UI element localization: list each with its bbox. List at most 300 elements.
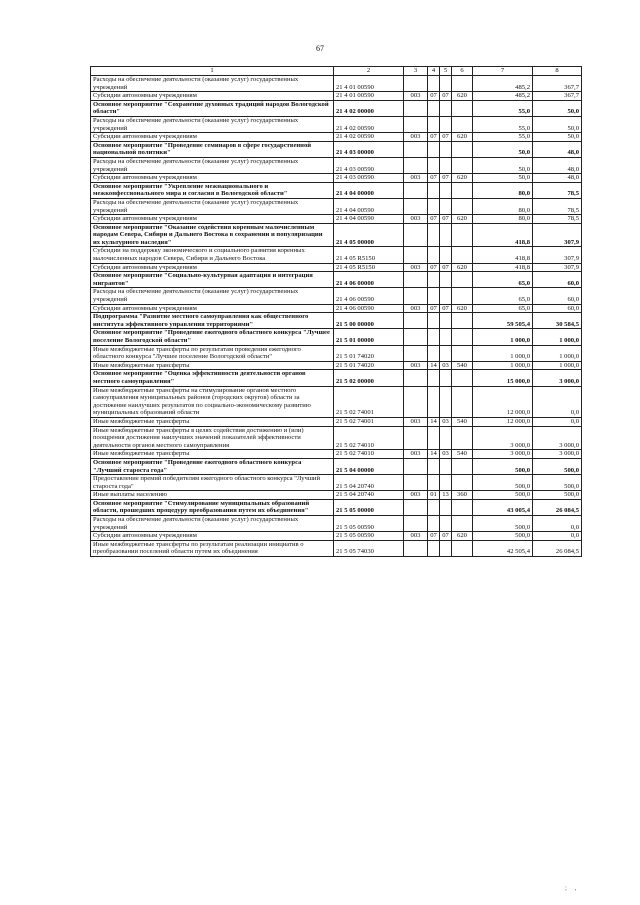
approved-amount: 500,0: [473, 458, 533, 474]
expense-type-code: [452, 386, 473, 417]
corner-mark: ; ,: [565, 884, 580, 892]
table-row: [91, 182, 582, 198]
executed-amount: 3 000,0: [533, 426, 582, 450]
subsection-code: 03: [440, 450, 452, 459]
approved-amount: 485,2: [473, 76, 533, 92]
row-name: Основное мероприятие "Проведение ежегодного областного конкурса "Лучший староста года": [91, 458, 334, 474]
row-name: Основное мероприятие "Проведение семинаров в сфере государственной национальной политики": [91, 141, 334, 157]
executed-amount: 60,0: [533, 288, 582, 304]
row-name: Иные выплаты населению: [91, 491, 334, 500]
section-code: [428, 100, 440, 116]
department-code: [404, 157, 428, 173]
subsection-code: 07: [440, 215, 452, 224]
subsection-code: 03: [440, 361, 452, 370]
table-row: [91, 157, 582, 173]
section-code: [428, 540, 440, 556]
executed-amount: 50,0: [533, 100, 582, 116]
expense-type-code: [452, 516, 473, 532]
subsection-code: [440, 182, 452, 198]
approved-amount: 55,0: [473, 116, 533, 132]
table-row: [91, 417, 582, 426]
header-cell: 6: [452, 67, 473, 76]
row-name: Иные межбюджетные трансферты: [91, 361, 334, 370]
section-code: [428, 76, 440, 92]
expense-type-code: 540: [452, 417, 473, 426]
subsection-code: [440, 223, 452, 247]
approved-amount: 418,8: [473, 223, 533, 247]
row-name: Субсидии автономным учреждениям: [91, 304, 334, 313]
expense-type-code: [452, 223, 473, 247]
executed-amount: 50,0: [533, 116, 582, 132]
expense-type-code: 620: [452, 215, 473, 224]
target-code: 21 5 02 74010: [334, 426, 404, 450]
section-code: 01: [428, 491, 440, 500]
header-cell: 4: [428, 67, 440, 76]
section-code: [428, 313, 440, 329]
expense-type-code: [452, 426, 473, 450]
row-name: Основное мероприятие "Сохранение духовных традиций народов Вологодской области": [91, 100, 334, 116]
table-row: [91, 174, 582, 183]
target-code: 21 5 04 00000: [334, 458, 404, 474]
approved-amount: 12 000,0: [473, 386, 533, 417]
approved-amount: 80,0: [473, 182, 533, 198]
subsection-code: [440, 516, 452, 532]
row-name: Субсидии автономным учреждениям: [91, 532, 334, 541]
department-code: [404, 116, 428, 132]
row-name: Субсидии автономным учреждениям: [91, 92, 334, 101]
table-row: [91, 386, 582, 417]
expense-type-code: 540: [452, 361, 473, 370]
approved-amount: 43 005,4: [473, 499, 533, 515]
page-number: 67: [316, 44, 324, 53]
row-name: Субсидии на поддержку экономического и социального развития коренных малочисленных народов Севера, Сибири и Дальнего Востока: [91, 247, 334, 263]
row-name: Расходы на обеспечение деятельности (оказание услуг) государственных учреждений: [91, 76, 334, 92]
expense-type-code: [452, 458, 473, 474]
table-row: [91, 345, 582, 361]
table-row: [91, 263, 582, 272]
table-row: [91, 223, 582, 247]
expense-type-code: [452, 345, 473, 361]
subsection-code: [440, 499, 452, 515]
table-row: [91, 288, 582, 304]
executed-amount: 48,0: [533, 157, 582, 173]
subsection-code: 07: [440, 92, 452, 101]
target-code: 21 4 01 00590: [334, 76, 404, 92]
expense-type-code: [452, 198, 473, 214]
table-row: [91, 272, 582, 288]
department-code: 003: [404, 450, 428, 459]
subsection-code: [440, 198, 452, 214]
approved-amount: 50,0: [473, 157, 533, 173]
row-name: Основное мероприятие "Стимулирование муниципальных образований области, прошедших процедуру преобразования путем их объединения": [91, 499, 334, 515]
row-name: Предоставление премий победителям ежегодного областного конкурса "Лучший староста года": [91, 475, 334, 491]
subsection-code: [440, 76, 452, 92]
target-code: 21 4 01 00590: [334, 92, 404, 101]
subsection-code: 07: [440, 174, 452, 183]
target-code: 21 4 04 00590: [334, 198, 404, 214]
approved-amount: 80,0: [473, 198, 533, 214]
target-code: 21 4 04 00000: [334, 182, 404, 198]
department-code: [404, 100, 428, 116]
executed-amount: 1 000,0: [533, 329, 582, 345]
target-code: 21 5 05 00590: [334, 532, 404, 541]
target-code: 21 4 05 R5150: [334, 263, 404, 272]
department-code: 003: [404, 417, 428, 426]
target-code: 21 4 05 R5150: [334, 247, 404, 263]
table-row: [91, 215, 582, 224]
table-row: [91, 76, 582, 92]
target-code: 21 4 02 00590: [334, 116, 404, 132]
header-cell: 7: [473, 67, 533, 76]
expense-type-code: 620: [452, 92, 473, 101]
department-code: [404, 458, 428, 474]
department-code: 003: [404, 491, 428, 500]
subsection-code: [440, 272, 452, 288]
section-code: 07: [428, 532, 440, 541]
executed-amount: 0,0: [533, 386, 582, 417]
target-code: 21 5 05 00590: [334, 516, 404, 532]
expense-type-code: [452, 157, 473, 173]
approved-amount: 500,0: [473, 475, 533, 491]
subsection-code: 07: [440, 532, 452, 541]
expense-type-code: 620: [452, 304, 473, 313]
expense-type-code: 620: [452, 532, 473, 541]
target-code: 21 5 05 00000: [334, 499, 404, 515]
executed-amount: 367,7: [533, 76, 582, 92]
department-code: 003: [404, 263, 428, 272]
executed-amount: 1 000,0: [533, 345, 582, 361]
target-code: 21 5 02 74001: [334, 417, 404, 426]
subsection-code: [440, 458, 452, 474]
executed-amount: 60,0: [533, 304, 582, 313]
table-row: [91, 313, 582, 329]
row-name: Субсидии автономным учреждениям: [91, 133, 334, 142]
approved-amount: 1 000,0: [473, 329, 533, 345]
header-row: [91, 67, 582, 76]
expense-type-code: [452, 475, 473, 491]
approved-amount: 500,0: [473, 516, 533, 532]
subsection-code: 13: [440, 491, 452, 500]
row-name: Субсидии автономным учреждениям: [91, 215, 334, 224]
department-code: [404, 370, 428, 386]
header-cell: 5: [440, 67, 452, 76]
target-code: 21 4 05 00000: [334, 223, 404, 247]
section-code: [428, 426, 440, 450]
target-code: 21 4 03 00590: [334, 157, 404, 173]
department-code: [404, 345, 428, 361]
table-row: [91, 92, 582, 101]
table-row: [91, 516, 582, 532]
target-code: 21 4 03 00590: [334, 174, 404, 183]
approved-amount: 65,0: [473, 272, 533, 288]
section-code: [428, 247, 440, 263]
approved-amount: 1 000,0: [473, 345, 533, 361]
executed-amount: 307,9: [533, 263, 582, 272]
row-name: Иные межбюджетные трансферты по результатам проведения ежегодного областного конкурса "Лучшее поселение Вологодской области": [91, 345, 334, 361]
expense-type-code: [452, 76, 473, 92]
expense-type-code: [452, 370, 473, 386]
approved-amount: 1 000,0: [473, 361, 533, 370]
section-code: [428, 475, 440, 491]
expense-type-code: [452, 247, 473, 263]
section-code: [428, 198, 440, 214]
department-code: [404, 198, 428, 214]
target-code: 21 4 06 00590: [334, 304, 404, 313]
expense-type-code: [452, 116, 473, 132]
subsection-code: 07: [440, 304, 452, 313]
section-code: [428, 116, 440, 132]
expense-type-code: 620: [452, 263, 473, 272]
subsection-code: [440, 386, 452, 417]
target-code: 21 5 00 00000: [334, 313, 404, 329]
subsection-code: [440, 247, 452, 263]
executed-amount: 3 000,0: [533, 450, 582, 459]
table-row: [91, 133, 582, 142]
executed-amount: 367,7: [533, 92, 582, 101]
approved-amount: 500,0: [473, 491, 533, 500]
department-code: 003: [404, 174, 428, 183]
table-body: [91, 76, 582, 557]
executed-amount: 500,0: [533, 491, 582, 500]
section-code: 14: [428, 361, 440, 370]
subsection-code: 03: [440, 417, 452, 426]
executed-amount: 307,9: [533, 247, 582, 263]
department-code: [404, 426, 428, 450]
target-code: 21 4 02 00590: [334, 133, 404, 142]
section-code: [428, 141, 440, 157]
target-code: 21 5 02 74001: [334, 386, 404, 417]
approved-amount: 3 000,0: [473, 426, 533, 450]
approved-amount: 485,2: [473, 92, 533, 101]
department-code: [404, 540, 428, 556]
approved-amount: 50,0: [473, 141, 533, 157]
row-name: Основное мероприятие "Оказание содействия коренным малочисленным народам Севера, Сибири и Дальнего Востока в сохранении и популяризации их культурного наследия": [91, 223, 334, 247]
department-code: [404, 272, 428, 288]
header-cell: 8: [533, 67, 582, 76]
row-name: Расходы на обеспечение деятельности (оказание услуг) государственных учреждений: [91, 157, 334, 173]
subsection-code: [440, 345, 452, 361]
department-code: 003: [404, 133, 428, 142]
table-row: [91, 532, 582, 541]
section-code: [428, 157, 440, 173]
table-row: [91, 100, 582, 116]
executed-amount: 30 584,5: [533, 313, 582, 329]
expense-type-code: 620: [452, 174, 473, 183]
department-code: 003: [404, 92, 428, 101]
section-code: [428, 516, 440, 532]
department-code: 003: [404, 361, 428, 370]
executed-amount: 78,5: [533, 182, 582, 198]
row-name: Иные межбюджетные трансферты: [91, 450, 334, 459]
subsection-code: [440, 426, 452, 450]
department-code: [404, 329, 428, 345]
executed-amount: 50,0: [533, 133, 582, 142]
subsection-code: [440, 475, 452, 491]
executed-amount: 1 000,0: [533, 361, 582, 370]
executed-amount: 78,5: [533, 198, 582, 214]
target-code: 21 5 05 74030: [334, 540, 404, 556]
target-code: 21 4 06 00000: [334, 272, 404, 288]
section-code: [428, 288, 440, 304]
department-code: [404, 386, 428, 417]
executed-amount: 26 084,5: [533, 540, 582, 556]
row-name: Расходы на обеспечение деятельности (оказание услуг) государственных учреждений: [91, 516, 334, 532]
approved-amount: 418,8: [473, 263, 533, 272]
expense-type-code: [452, 540, 473, 556]
section-code: [428, 272, 440, 288]
approved-amount: 55,0: [473, 133, 533, 142]
executed-amount: 3 000,0: [533, 370, 582, 386]
approved-amount: 418,8: [473, 247, 533, 263]
subsection-code: [440, 100, 452, 116]
subsection-code: [440, 370, 452, 386]
section-code: [428, 329, 440, 345]
target-code: 21 5 01 74020: [334, 345, 404, 361]
row-name: Основное мероприятие "Укрепление межнационального и межконфессионального мира и согласия в Вологодской области": [91, 182, 334, 198]
expense-type-code: [452, 272, 473, 288]
target-code: 21 4 02 00000: [334, 100, 404, 116]
section-code: 07: [428, 174, 440, 183]
row-name: Основное мероприятие "Проведение ежегодного областного конкурса "Лучшее поселение Вологодской области": [91, 329, 334, 345]
section-code: [428, 370, 440, 386]
approved-amount: 50,0: [473, 174, 533, 183]
department-code: 003: [404, 304, 428, 313]
target-code: 21 4 06 00590: [334, 288, 404, 304]
subsection-code: 07: [440, 263, 452, 272]
row-name: Субсидии автономным учреждениям: [91, 174, 334, 183]
row-name: Основное мероприятие "Оценка эффективности деятельности органов местного самоуправления": [91, 370, 334, 386]
expense-type-code: [452, 313, 473, 329]
subsection-code: [440, 313, 452, 329]
expense-type-code: 360: [452, 491, 473, 500]
section-code: 14: [428, 450, 440, 459]
approved-amount: 59 505,4: [473, 313, 533, 329]
subsection-code: [440, 141, 452, 157]
row-name: Расходы на обеспечение деятельности (оказание услуг) государственных учреждений: [91, 198, 334, 214]
approved-amount: 65,0: [473, 288, 533, 304]
budget-table: [90, 66, 582, 557]
table-row: [91, 426, 582, 450]
section-code: 07: [428, 263, 440, 272]
table-row: [91, 304, 582, 313]
table-row: [91, 458, 582, 474]
approved-amount: 500,0: [473, 532, 533, 541]
expense-type-code: [452, 141, 473, 157]
table-row: [91, 499, 582, 515]
target-code: 21 5 02 00000: [334, 370, 404, 386]
table-row: [91, 329, 582, 345]
table-row: [91, 361, 582, 370]
department-code: [404, 247, 428, 263]
executed-amount: 48,0: [533, 174, 582, 183]
expense-type-code: [452, 182, 473, 198]
row-name: Субсидии автономным учреждениям: [91, 263, 334, 272]
department-code: [404, 288, 428, 304]
row-name: Расходы на обеспечение деятельности (оказание услуг) государственных учреждений: [91, 116, 334, 132]
header-cell: 1: [91, 67, 334, 76]
target-code: 21 4 03 00000: [334, 141, 404, 157]
section-code: [428, 345, 440, 361]
executed-amount: 26 084,5: [533, 499, 582, 515]
approved-amount: 42 505,4: [473, 540, 533, 556]
section-code: 07: [428, 133, 440, 142]
header-cell: 2: [334, 67, 404, 76]
department-code: [404, 499, 428, 515]
section-code: 07: [428, 215, 440, 224]
section-code: 07: [428, 304, 440, 313]
expense-type-code: [452, 499, 473, 515]
department-code: [404, 516, 428, 532]
row-name: Расходы на обеспечение деятельности (оказание услуг) государственных учреждений: [91, 288, 334, 304]
section-code: [428, 458, 440, 474]
department-code: 003: [404, 532, 428, 541]
expense-type-code: 620: [452, 133, 473, 142]
approved-amount: 12 000,0: [473, 417, 533, 426]
executed-amount: 0,0: [533, 532, 582, 541]
subsection-code: [440, 329, 452, 345]
target-code: 21 4 04 00590: [334, 215, 404, 224]
subsection-code: [440, 288, 452, 304]
row-name: Иные межбюджетные трансферты на стимулирование органов местного самоуправления муниципальных районов (городских округов) области за достижение наилучших результатов по социально-экономическому развитию муниципальных образований области: [91, 386, 334, 417]
subsection-code: [440, 540, 452, 556]
section-code: [428, 499, 440, 515]
section-code: [428, 386, 440, 417]
approved-amount: 15 000,0: [473, 370, 533, 386]
target-code: 21 5 01 74020: [334, 361, 404, 370]
expense-type-code: [452, 288, 473, 304]
executed-amount: 48,0: [533, 141, 582, 157]
table-row: [91, 141, 582, 157]
row-name: Основное мероприятие "Социально-культурная адаптация и интеграция мигрантов": [91, 272, 334, 288]
subsection-code: [440, 116, 452, 132]
table-row: [91, 475, 582, 491]
table-row: [91, 247, 582, 263]
executed-amount: 307,9: [533, 223, 582, 247]
target-code: 21 5 02 74010: [334, 450, 404, 459]
executed-amount: 0,0: [533, 516, 582, 532]
target-code: 21 5 01 00000: [334, 329, 404, 345]
executed-amount: 500,0: [533, 475, 582, 491]
executed-amount: 78,5: [533, 215, 582, 224]
section-code: [428, 223, 440, 247]
row-name: Подпрограмма "Развитие местного самоуправления как общественного института эффективного управления территориями": [91, 313, 334, 329]
approved-amount: 55,0: [473, 100, 533, 116]
table-row: [91, 450, 582, 459]
subsection-code: [440, 157, 452, 173]
table-row: [91, 491, 582, 500]
approved-amount: 80,0: [473, 215, 533, 224]
department-code: [404, 313, 428, 329]
table-row: [91, 370, 582, 386]
row-name: Иные межбюджетные трансферты: [91, 417, 334, 426]
executed-amount: 500,0: [533, 458, 582, 474]
executed-amount: 0,0: [533, 417, 582, 426]
expense-type-code: [452, 100, 473, 116]
department-code: [404, 76, 428, 92]
table-row: [91, 116, 582, 132]
table-row: [91, 540, 582, 556]
department-code: [404, 182, 428, 198]
row-name: Иные межбюджетные трансферты в целях содействия достижению и (или) поощрения достижения наилучших значений показателей эффективности деятельности органов местного самоуправления: [91, 426, 334, 450]
section-code: [428, 182, 440, 198]
target-code: 21 5 04 20740: [334, 475, 404, 491]
department-code: [404, 223, 428, 247]
approved-amount: 3 000,0: [473, 450, 533, 459]
section-code: 14: [428, 417, 440, 426]
department-code: [404, 475, 428, 491]
row-name: Иные межбюджетные трансферты по результатам реализации инициатив о преобразовании поселений области путем их объединения: [91, 540, 334, 556]
target-code: 21 5 04 20740: [334, 491, 404, 500]
